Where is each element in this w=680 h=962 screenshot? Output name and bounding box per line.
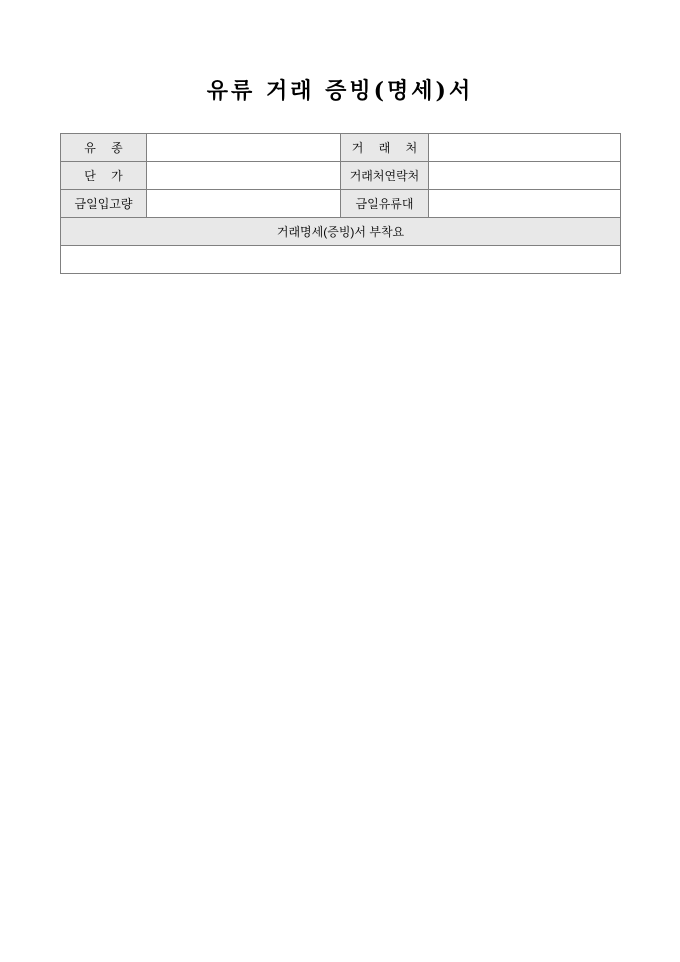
- table-row: [61, 190, 621, 218]
- table-row: [61, 162, 621, 190]
- label-vendor: 거 래 처: [341, 134, 429, 162]
- field-unit-price[interactable]: [147, 162, 341, 190]
- form-table-wrapper: [60, 133, 620, 274]
- label-vendor-contact: 거래처연락처: [341, 162, 429, 190]
- field-today-inbound-volume[interactable]: [147, 190, 341, 218]
- oil-transaction-form-table: [60, 133, 621, 274]
- field-vendor[interactable]: [429, 134, 621, 162]
- field-vendor-contact[interactable]: [429, 162, 621, 190]
- label-today-oil-cost: 금일유류대: [341, 190, 429, 218]
- table-row: [61, 134, 621, 162]
- attachment-instruction-band: 거래명세(증빙)서 부착요: [61, 218, 621, 246]
- page-title: 유류 거래 증빙(명세)서: [206, 78, 474, 104]
- label-unit-price: 단 가: [61, 162, 147, 190]
- field-today-oil-cost[interactable]: [429, 190, 621, 218]
- table-row: [61, 246, 621, 274]
- label-today-inbound-volume: 금일입고량: [61, 190, 147, 218]
- label-oil-type: 유 종: [61, 134, 147, 162]
- table-row: [61, 218, 621, 246]
- attachment-area[interactable]: [61, 246, 621, 274]
- field-oil-type[interactable]: [147, 134, 341, 162]
